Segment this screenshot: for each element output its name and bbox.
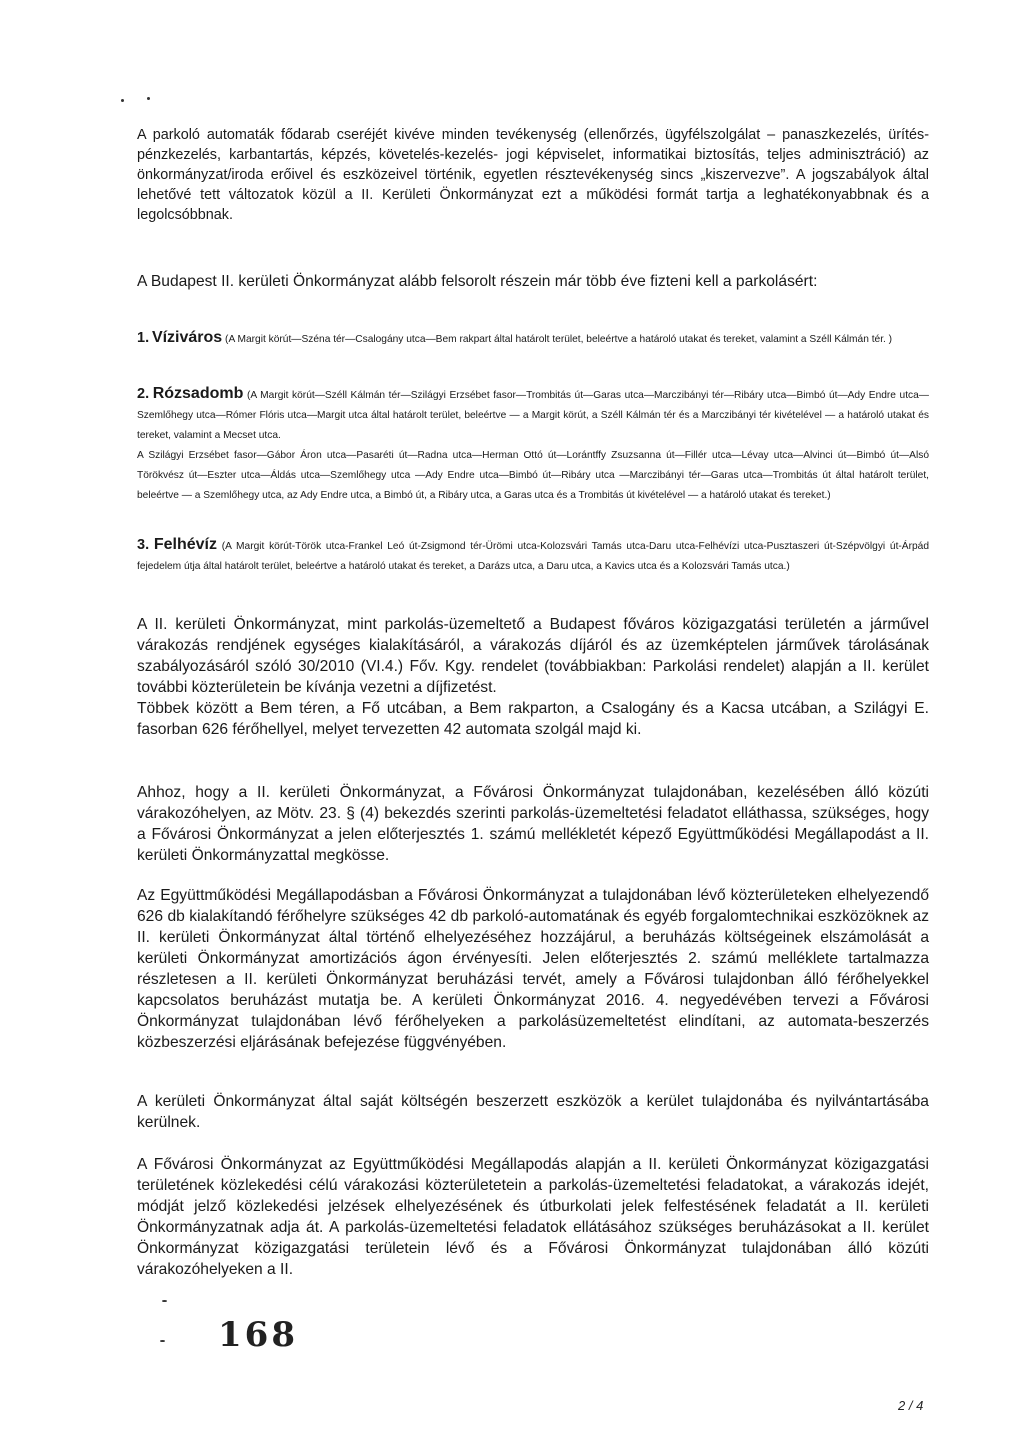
assets-block bbox=[137, 1091, 929, 1133]
scan-speck bbox=[121, 99, 124, 102]
district-3-name: Felhévíz bbox=[153, 536, 217, 553]
district-2-entry bbox=[137, 384, 929, 446]
district-1-description: (A Margit körút—Széna tér—Csalogány utca—Bem rakpart által határolt terület, beleértve a határoló utakat és tereket, valamint a Széll Kálmán tér. ) bbox=[225, 334, 893, 345]
district-2-number: 2. bbox=[137, 386, 150, 402]
district-2-block bbox=[137, 384, 929, 506]
agreement-need-block bbox=[137, 782, 929, 866]
transfer-paragraph: A Fővárosi Önkormányzat az Együttműködési Megállapodás alapján a II. kerületi Önkormányzat közigazgatási területének közlekedési célú várakozási közterületetein a parkolás-üzemeltetési feladatokat, a várakozás idejét, módját jelző közlekedési jelzések elhelyezésének és útburkolati jelek felfestésének feladatát a II. kerületi Önkormányzatnak adja át. A parkolás-üzemeltetési feladatok ellátásához szükséges beruházásokat a II. kerület Önkormányzat közigazgatási területein lévő és a Fővárosi Önkormányzat tulajdonában álló közúti várakozóhelyeken a II. bbox=[137, 1156, 929, 1278]
assets-paragraph: A kerületi Önkormányzat által saját költségén beszerzett eszközök a kerület tulajdonába és nyilvántartásába kerülnek. bbox=[137, 1093, 929, 1131]
stamp-number: 168 bbox=[218, 1315, 298, 1355]
agreement-need-paragraph: Ahhoz, hogy a II. kerületi Önkormányzat, a Fővárosi Önkormányzat tulajdonában, kezelésében álló közúti várakozóhelyen, az Mötv. 23. § (4) bekezdés szerinti parkolás-üzemeltetési feladatot elláthassa, szükséges, hogy a Fővárosi Önkormányzat a jelen előterjesztés 1. számú mellékletét képező Együttműködési Megállapodást a II. kerületi Önkormányzattal megkösse. bbox=[137, 784, 929, 864]
district-2-name: Rózsadomb bbox=[152, 385, 244, 402]
page-number: 2 / 4 bbox=[898, 1398, 924, 1413]
district-2-description: (A Margit körút—Széll Kálmán tér—Szilágyi Erzsébet fasor—Trombitás út—Garas utca—Marczibányi tér—Ribáry utca—Bimbó út—Ady Endre utca—Szemlőhegy utca—Rómer Flóris utca—Margit utca által határolt terület, beleértve — a Margit körút, a Széll Kálmán tér és a Marczibányi tér kivételével — a határoló utakat és tereket, valamint a Mecset utca. bbox=[137, 390, 929, 441]
district-1-number: 1. bbox=[137, 330, 150, 346]
district-1-name: Víziváros bbox=[151, 329, 223, 346]
paying-areas-paragraph: A Budapest II. kerületi Önkormányzat alább felsorolt részein már több éve fizteni kell a parkolásért: bbox=[137, 273, 818, 290]
intro-paragraph: A parkoló automaták fődarab cseréjét kivéve minden tevékenység (ellenőrzés, ügyfélszolgálat – panaszkezelés, ürítés- pénzkezelés, karbantartás, képzés, követelés-kezelés- jogi képviselet, informatikai biztosítás, teljes adminisztráció) az önkormányzat/iroda erőivel és eszközeivel történik, egyetlen résztevékenység sincs „kiszervezve”. A jogszabályok által lehetővé tett változatok közül a II. Kerületi Önkormányzat ezt a működési formát tartja a leghatékonyabbnak és a legolcsóbbnak. bbox=[137, 127, 929, 223]
new-areas-block bbox=[137, 614, 929, 740]
district-1-block bbox=[137, 328, 929, 350]
agreement-details-paragraph: Az Együttműködési Megállapodásban a Fővárosi Önkormányzat a tulajdonában lévő közterületeken elhelyezendő 626 db kialakítandó férőhelyre szükséges 42 db parkoló-automatának és egyéb forgalomtechnikai eszközöknek az II. kerületi Önkormányzat által történő elhelyezéséhez hozzájárul, a beruházás költségeinek elszámolását a kerületi Önkormányzat amortizációs ágon érvényesíti. Jelen előterjesztés 2. számú melléklete tartalmazza részletesen a II. kerületi Önkormányzat beruházási tervét, amely a Fővárosi tulajdonban álló férőhelyekkel kapcsolatos beruházást mutatja be. A kerületi Önkormányzat 2016. 4. negyedévében tervezi a Fővárosi Önkormányzat tulajdonában lévő férőhelyeken a parkolásüzemeltetést elindítani, az automata-beszerzés közbeszerzési eljárásának befejezése függvényében. bbox=[137, 887, 929, 1051]
paying-areas-block bbox=[137, 271, 929, 292]
places-paragraph: Többek között a Bem téren, a Fő utcában, a Bem rakparton, a Csalogány és a Kacsa utcában, a Szilágyi E. fasorban 626 férőhellyel, melyet tervezetten 42 automata szolgál majd ki. bbox=[137, 700, 929, 738]
district-3-entry bbox=[137, 535, 929, 577]
transfer-block bbox=[137, 1154, 929, 1280]
district-3-number: 3. bbox=[137, 537, 150, 553]
district-3-block bbox=[137, 535, 929, 577]
scan-speck bbox=[160, 1340, 165, 1342]
district-3-description: (A Margit körút-Török utca-Frankel Leó út-Zsigmond tér-Ürömi utca-Kolozsvári Tamás utca-Daru utca-Felhévízi utca-Pusztaszeri út-Szépvölgyi út-Árpád fejedelem útja által határolt terület, beleértve a határoló utakat és tereket, a Darázs utca, a Daru utca, a Kavics utca és a Kolozsvári Tamás utca.) bbox=[137, 541, 929, 572]
agreement-details-block bbox=[137, 885, 929, 1053]
intro-paragraph-block bbox=[137, 125, 929, 225]
scan-speck bbox=[162, 1300, 167, 1302]
scan-speck bbox=[147, 97, 150, 100]
district-1-entry bbox=[137, 328, 929, 350]
new-areas-paragraph: A II. kerületi Önkormányzat, mint parkolás-üzemeltető a Budapest főváros közigazgatási területén a járművel várakozás rendjének egységes kialakításáról, a várakozás díjáról és az üzemképtelen járművek tárolásának szabályozásáról szóló 30/2010 (VI.4.) Főv. Kgy. rendelet (továbbiakban: Parkolási rendelet) alapján a II. kerület további közterületein be kívánja vezetni a díjfizetést. bbox=[137, 616, 929, 696]
district-2-description-continued: A Szilágyi Erzsébet fasor—Gábor Áron utca—Pasaréti út—Radna utca—Herman Ottó út—Lorántffy Zsuzsanna út—Fillér utca—Lévay utca—Alvinci út—Bimbó út—Alsó Törökvész út—Eszter utca—Áldás utca—Szemlőhegy utca —Ady Endre utca—Bimbó út—Ribáry utca —Marczibányi tér—Garas utca—Trombitás út által határolt terület, beleértve — a Szemlőhegy utca, az Ady Endre utca, a Bimbó út, a Ribáry utca, a Garas utca és a Trombitás út kivételével — a határoló utakat és tereket.) bbox=[137, 450, 929, 501]
